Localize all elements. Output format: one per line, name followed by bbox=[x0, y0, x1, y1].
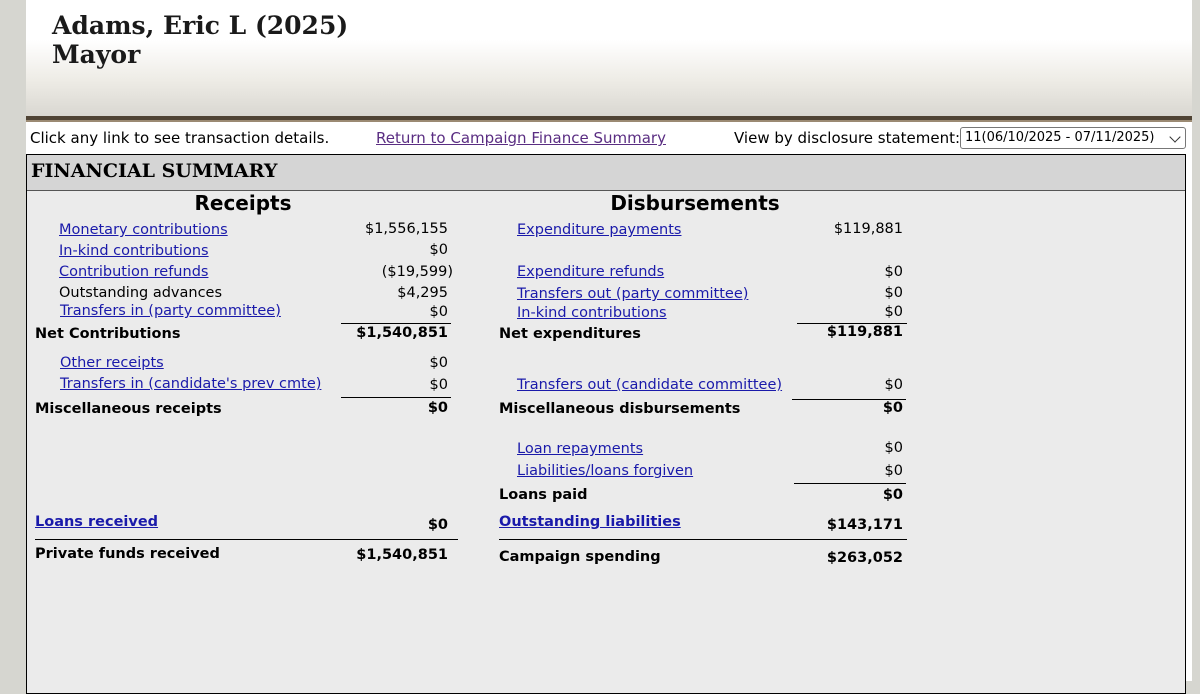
expenditure-refunds-link[interactable]: Expenditure refunds bbox=[517, 264, 665, 280]
loans-received-link[interactable]: Loans received bbox=[35, 514, 159, 530]
net-contributions-amount: $1,540,851 bbox=[356, 325, 448, 341]
financial-summary-title: FINANCIAL SUMMARY bbox=[27, 155, 1185, 191]
financial-summary-panel bbox=[26, 154, 1186, 694]
loan-repayments-link[interactable]: Loan repayments bbox=[517, 441, 644, 457]
loans-received-amount: $0 bbox=[427, 517, 448, 533]
transfers-in-prev-cmte-link[interactable]: Transfers in (candidate's prev cmte) bbox=[60, 376, 322, 392]
transfers-in-prev-cmte-amount: $0 bbox=[429, 377, 448, 393]
loans-paid-amount: $0 bbox=[882, 487, 903, 503]
candidate-name: Adams, Eric L (2025) bbox=[52, 11, 349, 40]
net-expenditures-label: Net expenditures bbox=[499, 326, 641, 342]
transfers-in-party-amount: $0 bbox=[429, 304, 448, 320]
disclosure-statement-label: View by disclosure statement: bbox=[734, 129, 961, 147]
chevron-down-icon bbox=[1169, 131, 1180, 142]
loans-paid-rule bbox=[794, 483, 906, 484]
private-funds-amount: $1,540,851 bbox=[356, 547, 448, 563]
outstanding-liabilities-amount: $143,171 bbox=[826, 517, 903, 533]
header-divider-light bbox=[26, 120, 1192, 122]
outstanding-liabilities-link[interactable]: Outstanding liabilities bbox=[499, 514, 681, 530]
page-header bbox=[26, 0, 1192, 122]
transfers-out-party-link[interactable]: Transfers out (party committee) bbox=[517, 286, 749, 302]
outstanding-advances-amount: $4,295 bbox=[397, 285, 448, 301]
expenditure-payments-link[interactable]: Expenditure payments bbox=[517, 222, 682, 238]
in-kind-contributions-out-amount: $0 bbox=[884, 304, 903, 320]
monetary-contributions-link[interactable]: Monetary contributions bbox=[59, 222, 228, 238]
campaign-spending-amount: $263,052 bbox=[826, 550, 903, 566]
other-receipts-link[interactable]: Other receipts bbox=[60, 355, 164, 371]
disclosure-statement-value: 11(06/10/2025 - 07/11/2025) bbox=[965, 130, 1155, 145]
misc-receipts-rule bbox=[341, 397, 451, 398]
other-receipts-amount: $0 bbox=[429, 355, 448, 371]
in-kind-contributions-out-link[interactable]: In-kind contributions bbox=[517, 305, 667, 321]
transfers-in-party-link[interactable]: Transfers in (party committee) bbox=[60, 303, 281, 319]
disbursements-heading: Disbursements bbox=[610, 191, 780, 215]
expenditure-refunds-amount: $0 bbox=[884, 264, 903, 280]
misc-disbursements-amount: $0 bbox=[882, 400, 903, 416]
campaign-spending-rule bbox=[499, 539, 907, 540]
outstanding-advances-label: Outstanding advances bbox=[59, 285, 223, 301]
page bbox=[26, 0, 1192, 681]
private-funds-rule bbox=[35, 539, 458, 540]
disclosure-statement-select[interactable] bbox=[960, 127, 1186, 149]
misc-disbursements-label: Miscellaneous disbursements bbox=[499, 401, 741, 417]
return-to-summary-link[interactable]: Return to Campaign Finance Summary bbox=[376, 129, 666, 147]
net-expenditures-amount: $119,881 bbox=[826, 324, 903, 340]
candidate-office: Mayor bbox=[52, 40, 141, 69]
expenditure-payments-amount: $119,881 bbox=[833, 221, 903, 237]
misc-receipts-label: Miscellaneous receipts bbox=[35, 401, 222, 417]
transfers-out-candidate-amount: $0 bbox=[884, 377, 903, 393]
transfers-out-party-amount: $0 bbox=[884, 285, 903, 301]
campaign-spending-label: Campaign spending bbox=[499, 549, 661, 565]
loan-repayments-amount: $0 bbox=[884, 440, 903, 456]
receipts-heading: Receipts bbox=[194, 191, 292, 215]
in-kind-contributions-link[interactable]: In-kind contributions bbox=[59, 243, 209, 259]
transaction-hint: Click any link to see transaction details. bbox=[30, 129, 330, 147]
private-funds-label: Private funds received bbox=[35, 546, 220, 562]
loans-paid-label: Loans paid bbox=[499, 487, 588, 503]
misc-receipts-amount: $0 bbox=[427, 400, 448, 416]
in-kind-contributions-amount: $0 bbox=[429, 242, 448, 258]
monetary-contributions-amount: $1,556,155 bbox=[364, 221, 448, 237]
net-contributions-label: Net Contributions bbox=[35, 326, 181, 342]
contribution-refunds-amount: ($19,599) bbox=[381, 264, 453, 280]
contribution-refunds-link[interactable]: Contribution refunds bbox=[59, 264, 209, 280]
liabilities-forgiven-link[interactable]: Liabilities/loans forgiven bbox=[517, 463, 694, 479]
liabilities-forgiven-amount: $0 bbox=[884, 463, 903, 479]
transfers-out-candidate-link[interactable]: Transfers out (candidate committee) bbox=[517, 377, 783, 393]
